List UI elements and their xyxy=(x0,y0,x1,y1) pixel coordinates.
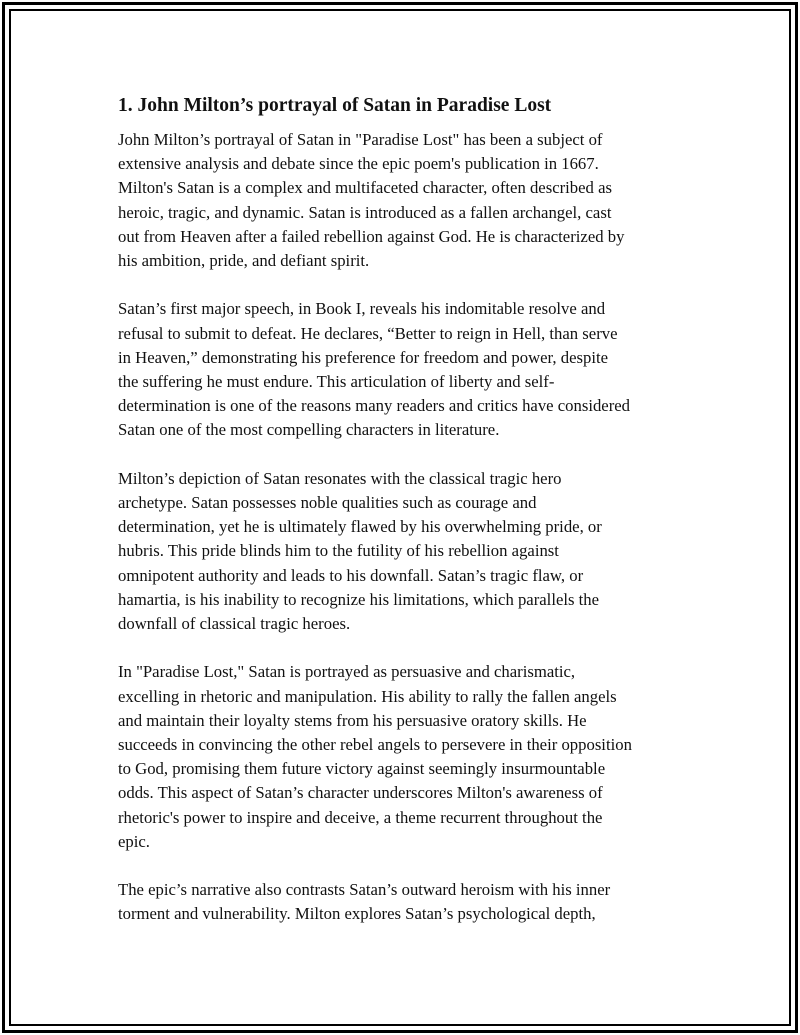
document-body xyxy=(118,92,688,951)
text-line: rhetoric's power to inspire and deceive, a theme recurrent throughout the xyxy=(118,807,603,827)
text-line: succeeds in convincing the other rebel angels to persevere in their opposition xyxy=(118,735,632,755)
text-line: excelling in rhetoric and manipulation. His ability to rally the fallen angels xyxy=(118,686,617,706)
text-line: Milton's Satan is a complex and multifaceted character, often described as xyxy=(118,178,612,198)
text-line: to God, promising them future victory against seemingly insurmountable xyxy=(118,759,606,779)
text-line: hamartia, is his inability to recognize his limitations, which parallels the xyxy=(118,589,600,609)
text-line: the suffering he must endure. This articulation of liberty and self- xyxy=(118,372,555,392)
text-line: out from Heaven after a failed rebellion against God. He is characterized by xyxy=(118,226,625,246)
text-line: his ambition, pride, and defiant spirit. xyxy=(118,251,370,271)
text-line: The epic’s narrative also contrasts Satan’s outward heroism with his inner xyxy=(118,880,611,900)
text-line: in Heaven,” demonstrating his preference for freedom and power, despite xyxy=(118,347,609,367)
text-line: omnipotent authority and leads to his downfall. Satan’s tragic flaw, or xyxy=(118,565,584,585)
text-line: In "Paradise Lost," Satan is portrayed as persuasive and charismatic, xyxy=(118,662,576,682)
paragraph-4 xyxy=(118,660,688,854)
section-heading: 1. John Milton’s portrayal of Satan in Paradise Lost xyxy=(118,95,552,116)
text-line: torment and vulnerability. Milton explores Satan’s psychological depth, xyxy=(118,904,596,924)
paragraph-3 xyxy=(118,467,688,636)
paragraph-5 xyxy=(118,878,688,926)
text-line: determination, yet he is ultimately flawed by his overwhelming pride, or xyxy=(118,517,602,537)
text-line: extensive analysis and debate since the epic poem's publication in 1667. xyxy=(118,154,599,174)
text-line: hubris. This pride blinds him to the futility of his rebellion against xyxy=(118,541,559,561)
text-line: odds. This aspect of Satan’s character underscores Milton's awareness of xyxy=(118,783,603,803)
text-line: and maintain their loyalty stems from his persuasive oratory skills. He xyxy=(118,710,587,730)
text-line: John Milton’s portrayal of Satan in "Paradise Lost" has been a subject of xyxy=(118,130,603,149)
text-line: refusal to submit to defeat. He declares, “Better to reign in Hell, than serve xyxy=(118,323,618,343)
text-line: epic. xyxy=(118,831,150,851)
text-line: archetype. Satan possesses noble qualities such as courage and xyxy=(118,493,537,513)
text-line: Milton’s depiction of Satan resonates with the classical tragic hero xyxy=(118,468,562,488)
text-line: Satan’s first major speech, in Book I, reveals his indomitable resolve and xyxy=(118,299,606,319)
text-line: determination is one of the reasons many readers and critics have considered xyxy=(118,396,631,416)
paragraph-2 xyxy=(118,297,688,442)
text-line: downfall of classical tragic heroes. xyxy=(118,614,351,634)
paragraph-1 xyxy=(118,128,688,273)
text-line: Satan one of the most compelling characters in literature. xyxy=(118,420,500,440)
text-line: heroic, tragic, and dynamic. Satan is introduced as a fallen archangel, cast xyxy=(118,202,612,222)
